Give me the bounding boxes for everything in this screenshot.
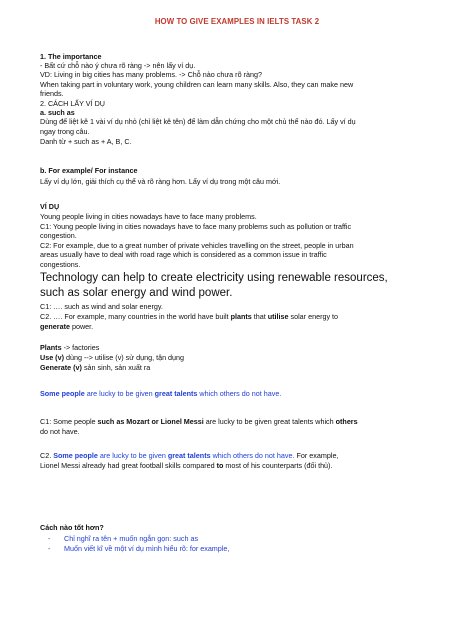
tech-sentence-line-2: such as solar energy and wind power. (40, 287, 233, 299)
tech-sentence-line-1: Technology can help to create electricity using renewable resources, (40, 272, 388, 284)
talent-c1-others: others (335, 417, 358, 426)
bullet-dash: - (48, 534, 51, 543)
vocab-term: Use (v) (40, 353, 64, 362)
talent-c2-to: to (216, 461, 224, 470)
vidu-line-6: congestions. (40, 260, 81, 269)
vidu-line-4: C2: For example, due to a great number of private vehicles travelling on the street, people in urban (40, 241, 354, 250)
keyword-plants: plants (230, 312, 252, 321)
talent-c2-line-1 (40, 451, 440, 460)
vidu-heading: VÍ DỤ (40, 202, 60, 211)
section-how-heading: 2. CÁCH LẤY VÍ DỤ (40, 99, 105, 108)
tech-c2-text: solar energy to (288, 312, 339, 321)
vocab-term: Plants (40, 343, 62, 352)
tech-c2-text: that (251, 312, 268, 321)
importance-line-3: When taking part in voluntary work, young children can learn many skills. Also, they can make new (40, 80, 354, 89)
vidu-line-2: C1: Young people living in cities nowadays have to face many problems such as pollution or traffic (40, 222, 352, 231)
keyword-generate: generate (40, 322, 70, 331)
better-bullet-1 (48, 534, 199, 543)
importance-line-2: VD: Living in big cities has many problems. -> Chỗ nào chưa rõ ràng? (40, 70, 262, 79)
talent-c1-line-2: do not have. (40, 427, 80, 436)
talent-c2-line-2 (40, 461, 440, 470)
vocab-generate (40, 363, 440, 372)
better-bullet-text: Chỉ nghĩ ra tên + muốn ngắn gọn: such as (64, 534, 199, 543)
talent-text: are lucky to be given (84, 389, 155, 398)
talent-sentence (40, 389, 440, 398)
talent-c1-text: are lucky to be given great talents which (203, 417, 336, 426)
tech-c2-line-1 (40, 312, 440, 321)
for-example-line-1: Lấy ví dụ lớn, giải thích cụ thể và rõ ràng hơn. Lấy ví dụ trong một câu mới. (40, 177, 281, 186)
better-bullet-text: Muốn viết kĩ về một ví dụ mình hiểu rõ: for example, (64, 544, 230, 553)
such-as-heading: a. such as (40, 108, 75, 117)
talent-c2-text: most of his counterparts (đối thủ). (223, 461, 333, 470)
vidu-line-3: congestion. (40, 231, 77, 240)
vocab-term: Generate (v) (40, 363, 82, 372)
importance-line-1: - Bất cứ chỗ nào ý chưa rõ ràng -> nên lấy ví dụ. (40, 61, 196, 70)
vocab-definition: -> factories (61, 343, 100, 352)
vidu-line-5: areas usually have to deal with road rage which is considered as a common issue in traffic (40, 250, 327, 259)
talent-c2-text: Lionel Messi already had great football skills compared (40, 461, 217, 470)
talent-c2-text: which others do not have. (210, 451, 295, 460)
vocab-use (40, 353, 440, 362)
talent-subject: Some people (40, 389, 85, 398)
tech-c2-text: power. (69, 322, 94, 331)
talent-c2-subject: Some people (53, 451, 98, 460)
talent-c2-label: C2. (40, 451, 54, 460)
vocab-definition: sản sinh, sản xuất ra (81, 363, 151, 372)
such-as-line-3: Danh từ + such as + A, B, C. (40, 137, 132, 146)
bullet-dash: - (48, 544, 51, 553)
better-heading: Cách nào tốt hơn? (40, 523, 104, 532)
talent-c1-line-1 (40, 417, 440, 426)
tech-c2-line-2 (40, 322, 440, 331)
keyword-utilise: utilise (267, 312, 289, 321)
vidu-line-1: Young people living in cities nowadays have to face many problems. (40, 212, 257, 221)
tech-c2-text: C2. …. For example, many countries in the world have built (40, 312, 231, 321)
section-importance-heading: 1. The importance (40, 52, 102, 61)
such-as-line-1: Dùng để liệt kê 1 vài ví dụ nhỏ (chỉ liệt kê tên) để làm dẫn chứng cho một chủ thể nào đó. Lấy ví dụ (40, 117, 356, 126)
better-bullet-2 (48, 544, 230, 553)
talent-c1-text: C1: Some people (40, 417, 98, 426)
document-title: HOW TO GIVE EXAMPLES IN IELTS TASK 2 (154, 17, 320, 26)
talent-text: which others do not have. (197, 389, 282, 398)
vocab-plants (40, 343, 440, 352)
talent-c1-examples: such as Mozart or Lionel Messi (97, 417, 204, 426)
such-as-line-2: ngay trong câu. (40, 127, 90, 136)
talent-c2-for-example: For example, (294, 451, 339, 460)
importance-line-4: friends. (40, 89, 64, 98)
vocab-definition: dùng --> utilise (v) sử dụng, tận dụng (63, 353, 185, 362)
talent-c2-text: are lucky to be given (97, 451, 168, 460)
talent-object: great talents (154, 389, 198, 398)
talent-c2-object: great talents (167, 451, 211, 460)
for-example-heading: b. For example/ For instance (40, 166, 138, 175)
tech-c1: C1: …. such as wind and solar energy. (40, 302, 163, 311)
